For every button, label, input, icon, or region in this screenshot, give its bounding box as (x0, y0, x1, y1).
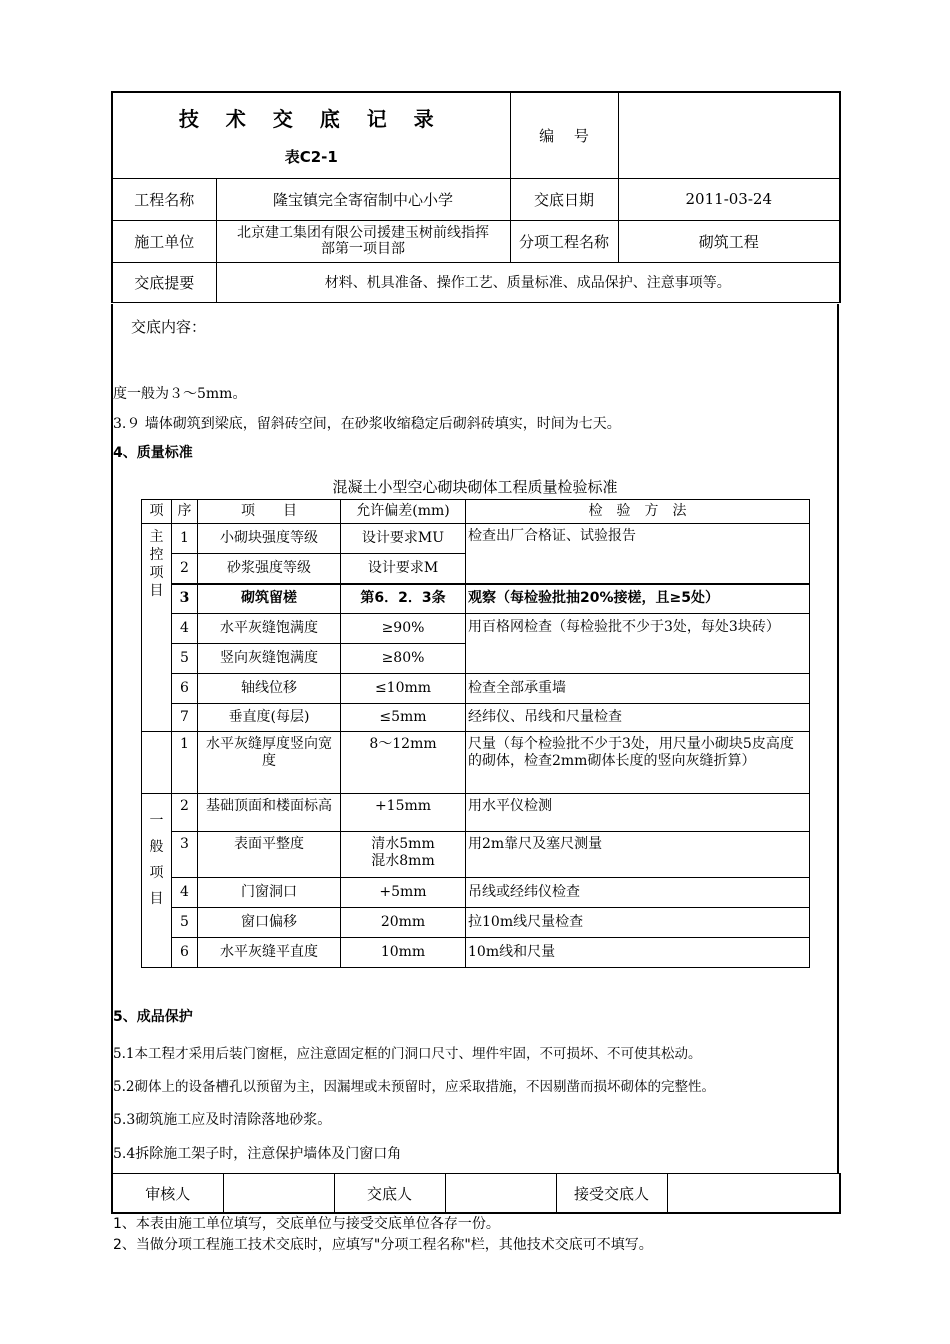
table-row-method: 吊线或经纬仪检查 (466, 878, 810, 908)
table-row-item: 基础顶面和楼面标高 (198, 794, 341, 832)
table-row-method: 经纬仪、吊线和尺量检查 (466, 704, 810, 732)
table-row-seq: 2 (172, 554, 198, 584)
project-name-value: 隆宝镇完全寄宿制中心小学 (216, 178, 510, 220)
footer-note-2: 2、当做分项工程施工技术交底时，应填写"分项工程名称"栏，其他技术交底可不填写。 (113, 1237, 653, 1253)
receiver-label: 接受交底人 (556, 1174, 667, 1214)
reviewer-field[interactable] (223, 1174, 334, 1214)
table-row-method: 检查出厂合格证、试验报告 (466, 524, 810, 584)
table-row-seq: 5 (172, 644, 198, 674)
presenter-field[interactable] (445, 1174, 556, 1214)
table-row-seq: 1 (172, 524, 198, 554)
content-label: 交底内容： (131, 318, 207, 336)
general-category-cell: 一般 项 目 (142, 794, 172, 968)
date-label: 交底日期 (510, 178, 618, 220)
table-row-tolerance: 设计要求MU (341, 524, 466, 554)
header-method: 检 验 方 法 (466, 500, 810, 524)
presenter-label: 交底人 (334, 1174, 445, 1214)
header-item: 项 目 (198, 500, 341, 524)
table-row-tolerance: ≤5mm (341, 704, 466, 732)
paragraph-5-2: 5.2砌体上的设备槽孔以预留为主，因漏埋或未预留时，应采取措施，不因剔凿而损坏砌体的完整性。 (113, 1079, 715, 1095)
table-row-tolerance-2: 混水8mm (371, 853, 435, 869)
table-row-tolerance: 8～12mm (341, 732, 466, 794)
table-row-item: 垂直度(每层) (198, 704, 341, 732)
footer-note-1: 1、本表由施工单位填写，交底单位与接受交底单位各存一份。 (113, 1216, 500, 1232)
table-row-method: 观察（每检验批抽20%接槎，且≥5处） (466, 584, 810, 614)
table-row-item: 砂浆强度等级 (198, 554, 341, 584)
summary-value: 材料、机具准备、操作工艺、质量标准、成品保护、注意事项等。 (216, 262, 840, 302)
project-name-label: 工程名称 (112, 178, 216, 220)
table-row-method: 尺量（每个检验批不少于3处，用尺量小砌块5皮高度的砌体，检查2mm砌体长度的竖向灰缝折算） (466, 732, 810, 794)
table-row-method: 拉10m线尺量检查 (466, 908, 810, 938)
table-row-tolerance: 设计要求M (341, 554, 466, 584)
table-row-seq: 4 (172, 614, 198, 644)
table-row-tolerance: ≤10mm (341, 674, 466, 704)
table-row-tolerance: +15mm (341, 794, 466, 832)
table-row-item: 轴线位移 (198, 674, 341, 704)
date-value: 2011-03-24 (618, 178, 840, 220)
number-label: 编 号 (510, 92, 618, 178)
table-row-method: 10m线和尺量 (466, 938, 810, 968)
table-row-tolerance: +5mm (341, 878, 466, 908)
table-row-tolerance-cell (341, 832, 466, 878)
table-row-item: 窗口偏移 (198, 908, 341, 938)
contractor-value: 北京建工集团有限公司援建玉树前线指挥部第一项目部 (216, 220, 510, 262)
table-row-seq: 4 (172, 878, 198, 908)
signature-table (111, 1173, 841, 1214)
table-row-item: 表面平整度 (198, 832, 341, 878)
table-row-seq: 6 (172, 938, 198, 968)
title-cell (112, 92, 510, 178)
header-seq: 序 (172, 500, 198, 524)
table-row-item: 竖向灰缝饱满度 (198, 644, 341, 674)
receiver-field[interactable] (667, 1174, 840, 1214)
paragraph-5-3: 5.3砌筑施工应及时清除落地砂浆。 (113, 1112, 332, 1128)
table-row-tolerance: ≥90% (341, 614, 466, 644)
table-row-seq: 3 (172, 832, 198, 878)
table-row-tolerance: 清水5mm (371, 836, 435, 852)
header-category: 项 (142, 500, 172, 524)
table-row-item: 小砌块强度等级 (198, 524, 341, 554)
table-row-seq: 3 (172, 584, 198, 614)
table-row-method: 用2m靠尺及塞尺测量 (466, 832, 810, 878)
paragraph-5-1: 5.1本工程才采用后装门窗框，应注意固定框的门洞口尺寸、埋件牢固，不可损坏、不可使其松动。 (113, 1046, 702, 1062)
table-row-tolerance: ≥80% (341, 644, 466, 674)
table-row-method: 用百格网检查（每检验批不少于3处，每处3块砖） (466, 614, 810, 674)
subproject-label: 分项工程名称 (510, 220, 618, 262)
body-line-2: 3.９ 墙体砌筑到梁底，留斜砖空间，在砂浆收缩稳定后砌斜砖填实，时间为七天。 (113, 416, 621, 432)
table-row-item: 砌筑留槎 (198, 584, 341, 614)
paragraph-5-4: 5.4拆除施工架子时，注意保护墙体及门窗口角 (113, 1146, 402, 1162)
table-row-seq: 5 (172, 908, 198, 938)
table-row-item: 水平灰缝厚度竖向宽度 (198, 732, 341, 794)
summary-label: 交底提要 (112, 262, 216, 302)
table-row-seq: 7 (172, 704, 198, 732)
header-tolerance: 允许偏差(mm) (341, 500, 466, 524)
table-row-tolerance: 10mm (341, 938, 466, 968)
table-row-seq: 6 (172, 674, 198, 704)
subproject-value: 砌筑工程 (618, 220, 840, 262)
general-category-spacer (142, 732, 172, 794)
frame-right-border (837, 304, 839, 1173)
section-4-heading: 4、质量标准 (113, 445, 193, 461)
body-line-1: 度一般为３～5mm。 (113, 386, 247, 402)
number-value (618, 92, 840, 178)
table-row-item: 水平灰缝平直度 (198, 938, 341, 968)
table-row-item: 门窗洞口 (198, 878, 341, 908)
table-row-method: 检查全部承重墙 (466, 674, 810, 704)
contractor-label: 施工单位 (112, 220, 216, 262)
quality-table-title: 混凝土小型空心砌块砌体工程质量检验标准 (332, 478, 618, 496)
form-number: 表C2-1 (284, 148, 338, 167)
table-row-tolerance: 第6．2．3条 (341, 584, 466, 614)
table-row-method: 用水平仪检测 (466, 794, 810, 832)
quality-table (141, 499, 810, 968)
section-5-heading: 5、成品保护 (113, 1009, 193, 1025)
reviewer-label: 审核人 (112, 1174, 223, 1214)
form-title: 技 术 交 底 记 录 (178, 107, 444, 132)
main-category-cell: 主控项目 (142, 524, 172, 732)
table-row-tolerance: 20mm (341, 908, 466, 938)
table-row-seq: 2 (172, 794, 198, 832)
table-row-seq: 1 (172, 732, 198, 794)
header-table (111, 91, 841, 303)
table-row-item: 水平灰缝饱满度 (198, 614, 341, 644)
